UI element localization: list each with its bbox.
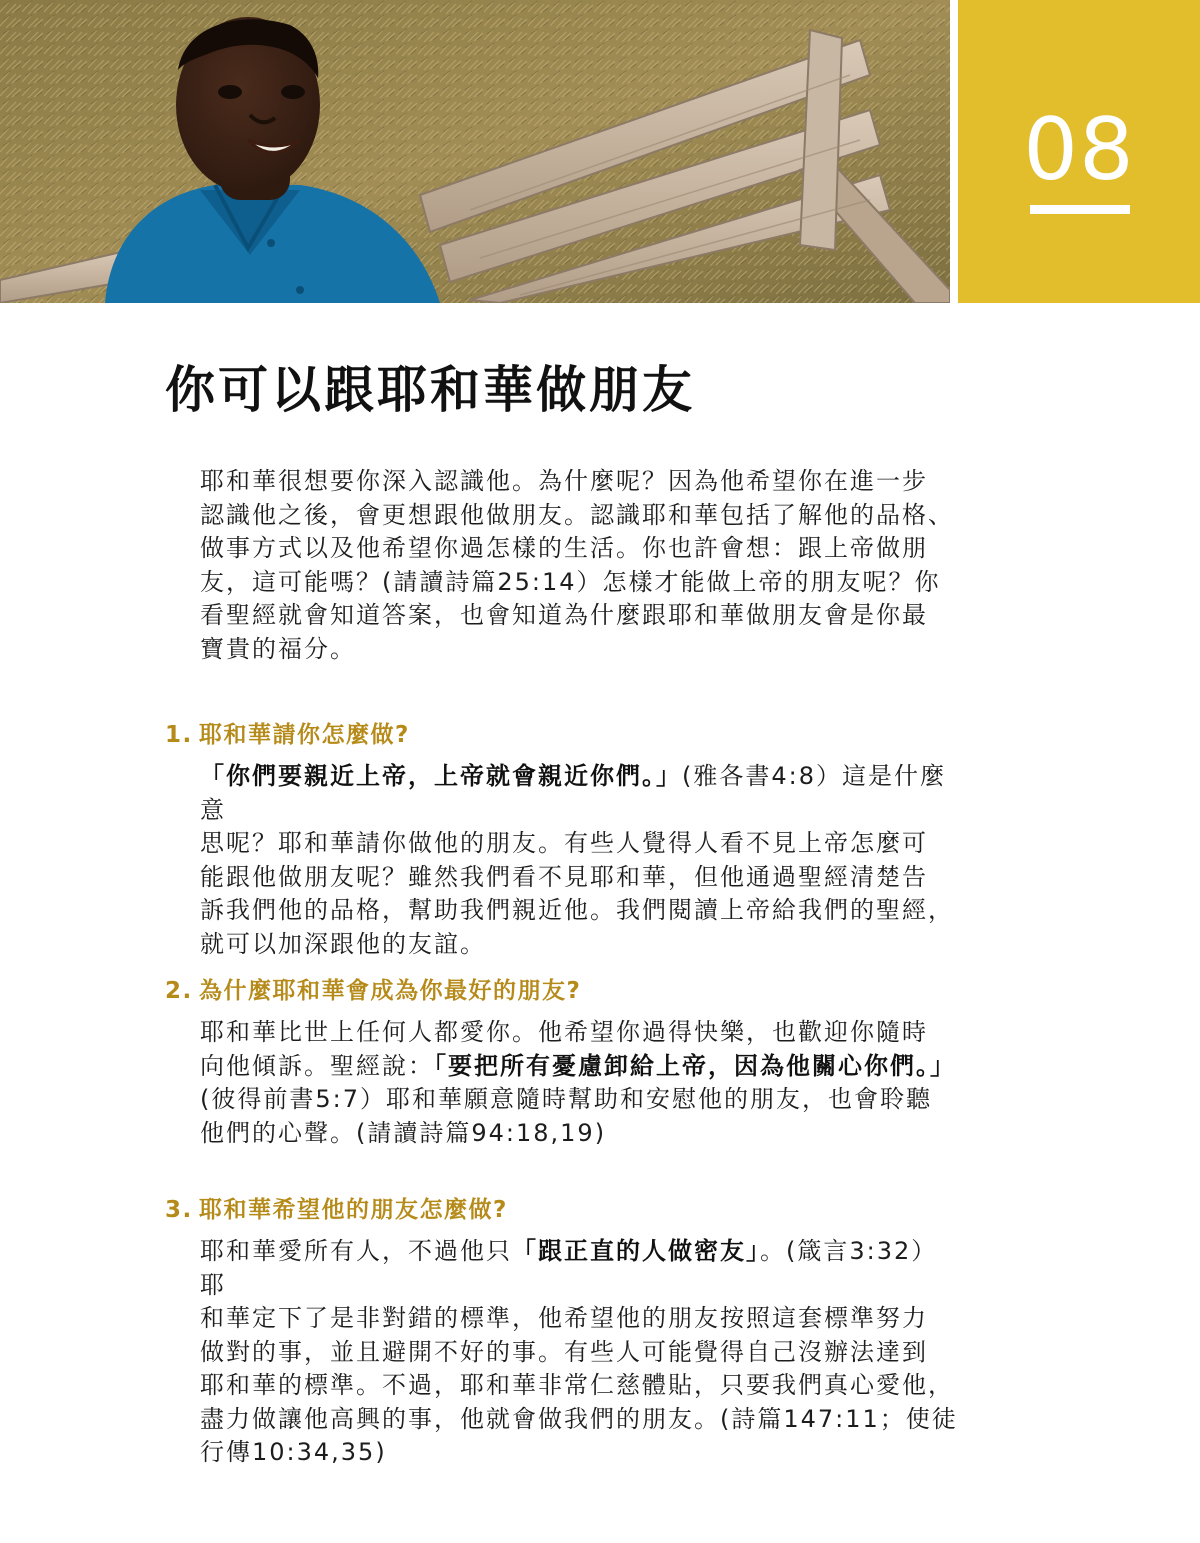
body-line: 訴我們他的品格，幫助我們親近他。我們閱讀上帝給我們的聖經，: [200, 896, 954, 924]
intro-line: 寶貴的福分。: [200, 634, 356, 663]
lesson-number-badge: [958, 0, 1200, 303]
body-line: 行傳10:34,35): [200, 1438, 387, 1466]
badge-underline: [1030, 205, 1130, 214]
body-line: 和華定下了是非對錯的標準，他希望他的朋友按照這套標準努力: [200, 1304, 928, 1332]
section-heading-text: 耶和華請你怎麼做?: [199, 722, 410, 748]
body-line: 他們的心聲。(請讀詩篇94:18,19): [200, 1118, 607, 1147]
intro-paragraph: [200, 465, 960, 666]
page-title: 你可以跟耶和華做朋友: [165, 361, 695, 419]
scripture-quote: 「你們要親近上帝，上帝就會親近你們。」: [200, 762, 682, 790]
section-3-heading: [165, 1191, 508, 1224]
body-line: 盡力做讓他高興的事，他就會做我們的朋友。(詩篇147:11；使徒: [200, 1404, 958, 1433]
section-3-body: [200, 1235, 960, 1470]
body-line: (彼得前書5:7）耶和華願意隨時幫助和安慰他的朋友，也會聆聽: [200, 1085, 932, 1113]
section-number: 2.: [165, 978, 193, 1004]
body-line: 耶和華的標準。不過，耶和華非常仁慈體貼，只要我們真心愛他，: [200, 1371, 954, 1399]
section-2-body: [200, 1016, 960, 1150]
man-by-fence-illustration: [0, 0, 950, 303]
body-line: 能跟他做朋友呢？雖然我們看不見耶和華，但他通過聖經清楚告: [200, 862, 928, 891]
hero-photo: [0, 0, 950, 303]
body-line: 向他傾訴。聖經說：「要把所有憂慮卸給上帝，因為他關心你們。」: [200, 1051, 956, 1080]
section-1-body: [200, 760, 960, 961]
body-line: 就可以加深跟他的友誼。: [200, 929, 486, 958]
body-line: 「你們要親近上帝，上帝就會親近你們。」(雅各書4:8）這是什麼意: [200, 762, 946, 824]
body-line: 耶和華比世上任何人都愛你。他希望你過得快樂，也歡迎你隨時: [200, 1018, 928, 1046]
section-heading-text: 為什麼耶和華會成為你最好的朋友?: [199, 978, 582, 1004]
intro-line: 友，這可能嗎？(請讀詩篇25:14）怎樣才能做上帝的朋友呢？你: [200, 567, 941, 596]
intro-line: 耶和華很想要你深入認識他。為什麼呢？因為他希望你在進一步: [200, 467, 928, 495]
intro-line: 做事方式以及他希望你過怎樣的生活。你也許會想：跟上帝做朋: [200, 534, 928, 562]
scripture-quote: 「跟正直的人做密友」: [512, 1237, 760, 1265]
intro-line: 認識他之後，會更想跟他做朋友。認識耶和華包括了解他的品格、: [200, 500, 954, 529]
intro-line: 看聖經就會知道答案，也會知道為什麼跟耶和華做朋友會是你最: [200, 601, 928, 629]
section-1-heading: [165, 716, 410, 749]
lesson-number: 08: [1023, 100, 1135, 200]
body-line: 耶和華愛所有人，不過他只「跟正直的人做密友」。(箴言3:32）耶: [200, 1237, 938, 1299]
scripture-quote: 「要把所有憂慮卸給上帝，因為他關心你們。」: [434, 1051, 956, 1080]
body-line: 做對的事，並且避開不好的事。有些人可能覺得自己沒辦法達到: [200, 1337, 928, 1366]
section-heading-text: 耶和華希望他的朋友怎麼做?: [199, 1197, 508, 1223]
body-line: 思呢？耶和華請你做他的朋友。有些人覺得人看不見上帝怎麼可: [200, 829, 928, 857]
section-number: 1.: [165, 722, 193, 748]
section-number: 3.: [165, 1197, 193, 1223]
section-2-heading: [165, 972, 581, 1005]
